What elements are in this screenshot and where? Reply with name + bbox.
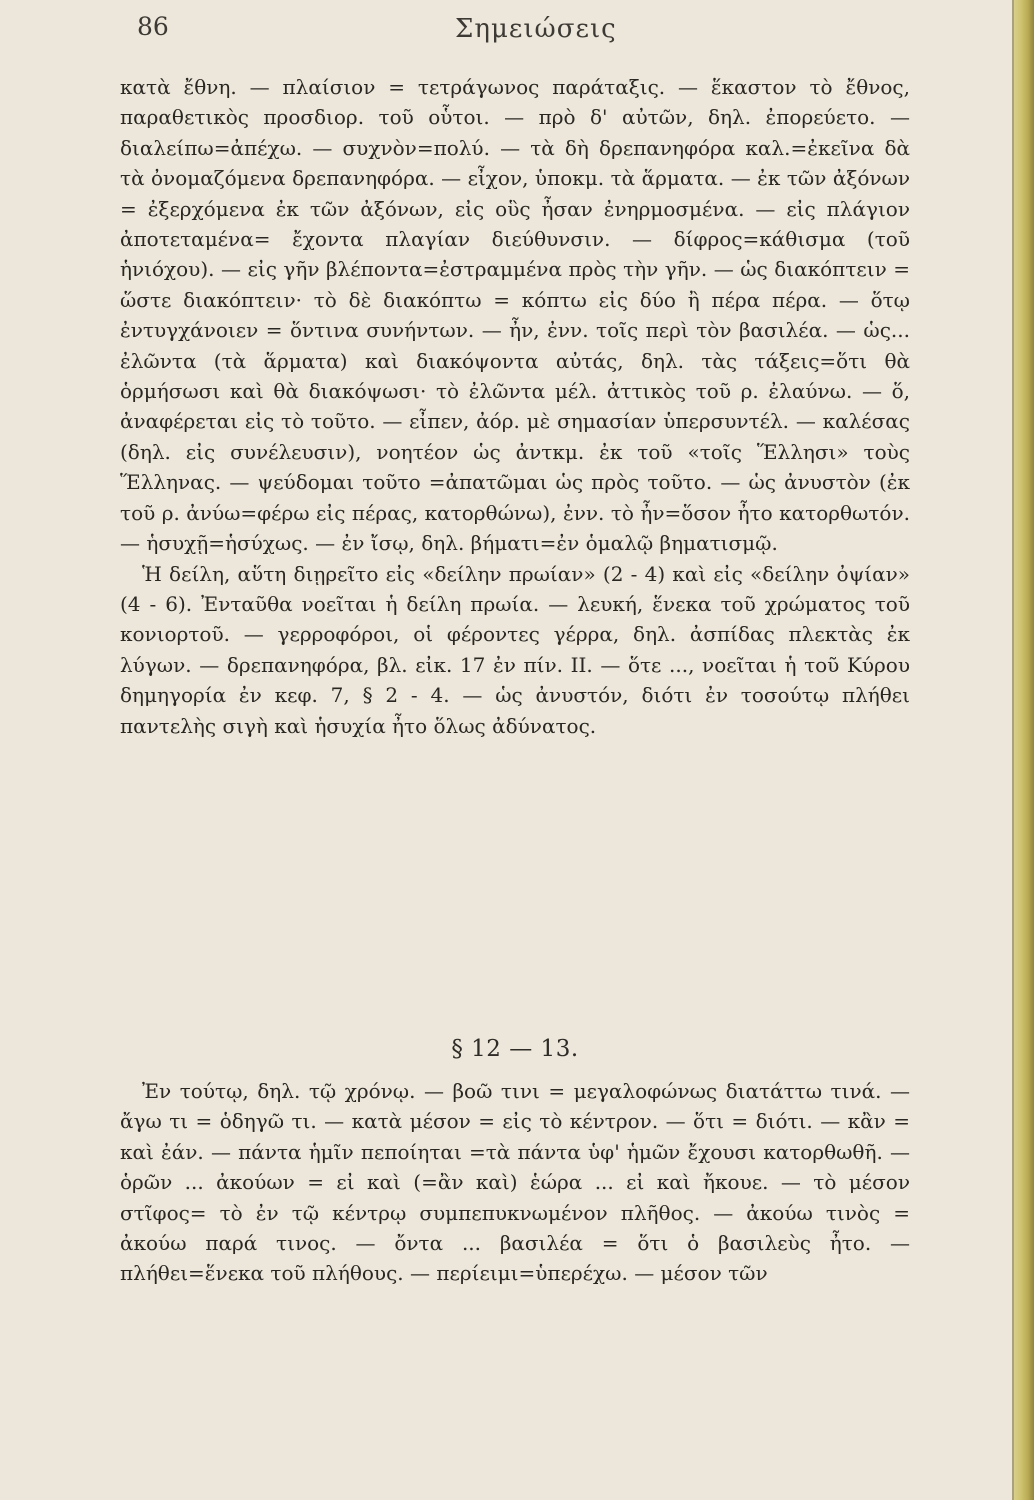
notes-block-upper bbox=[120, 72, 910, 741]
section-heading: § 12 — 13. bbox=[451, 1036, 579, 1062]
page-number: 86 bbox=[137, 12, 169, 41]
note-paragraph-2: Ἡ δείλη, αὕτη διῃρεῖτο εἰς «δείλην πρωίαν» (2 - 4) καὶ εἰς «δείλην ὀψίαν» (4 - 6). Ἐνταῦθα νοεῖται ἡ δείλη πρωία. — λευκή, ἕνεκα τοῦ χρώματος τοῦ κονιορτοῦ. — γερροφόροι, οἱ φέροντες γέρρα, δηλ. ἀσπίδας πλεκτὰς ἐκ λύγων. — δρεπανηφόρα, βλ. εἰκ. 17 ἐν πίν. II. — ὅτε ..., νοεῖται ἡ τοῦ Κύρου δημηγορία ἐν κεφ. 7, § 2 - 4. — ὡς ἀνυστόν, διότι ἐν τοσούτῳ πλήθει παντελὴς σιγὴ καὶ ἡσυχία ἦτο ὅλως ἀδύνατος. bbox=[120, 561, 910, 738]
running-head: Σημειώσεις bbox=[455, 14, 617, 44]
book-binding-edge bbox=[1014, 0, 1034, 1500]
note-paragraph-1: κατὰ ἔθνη. — πλαίσιον = τετράγωνος παράταξις. — ἕκαστον τὸ ἔθνος, παραθετικὸς προσδιορ. τοῦ οὗτοι. — πρὸ δ' αὐτῶν, δηλ. ἐπορεύετο. — διαλείπω=ἀπέχω. — συχνὸν=πολύ. — τὰ δὴ δρεπανηφόρα καλ.=ἐκεῖνα δὰ τὰ ὀνομαζόμενα δρεπανηφόρα. — εἶχον, ὑποκμ. τὰ ἅρματα. — ἐκ τῶν ἀξόνων = ἐξερχόμενα ἐκ τῶν ἀξόνων, εἰς οὓς ἦσαν ἐνηρμοσμένα. — εἰς πλάγιον ἀποτεταμένα= ἔχοντα πλαγίαν διεύθυνσιν. — δίφρος=κάθισμα (τοῦ ἡνιόχου). — εἰς γῆν βλέποντα=ἐστραμμένα πρὸς τὴν γῆν. — ὡς διακόπτειν = ὥστε διακόπτειν· τὸ δὲ διακόπτω = κόπτω εἰς δύο ἢ πέρα πέρα. — ὅτῳ ἐντυγχάνοιεν = ὅντινα συνήντων. — ἦν, ἐνν. τοῖς περὶ τὸν βασιλέα. — ὡς... ἐλῶντα (τὰ ἅρματα) καὶ διακόψοντα αὐτάς, δηλ. τὰς τάξεις=ὅτι θὰ ὁρμήσωσι καὶ θὰ διακόψωσι· τὸ ἐλῶντα μέλ. ἀττικὸς τοῦ ρ. ἐλαύνω. — ὅ, ἀναφέρεται εἰς τὸ τοῦτο. — εἶπεν, ἀόρ. μὲ σημασίαν ὑπερσυντέλ. — καλέσας (δηλ. εἰς συνέλευσιν), νοητέον ὡς ἀντκμ. ἐκ τοῦ «τοῖς Ἕλλησι» τοὺς Ἕλληνας. — ψεύδομαι τοῦτο =ἀπατῶμαι ὡς πρὸς τοῦτο. — ὡς ἀνυστὸν (ἐκ τοῦ ρ. ἀνύω=φέρω εἰς πέρας, κατορθώνω), ἐνν. τὸ ἦν=ὅσον ἦτο κατορθωτόν. — ἡσυχῇ=ἡσύχως. — ἐν ἴσῳ, δηλ. βήματι=ἐν ὁμαλῷ βηματισμῷ. bbox=[120, 75, 910, 556]
note-paragraph-3: Ἐν τούτῳ, δηλ. τῷ χρόνῳ. — βοῶ τινι = μεγαλοφώνως διατάττω τινά. — ἄγω τι = ὁδηγῶ τι. — κατὰ μέσον = εἰς τὸ κέντρον. — ὅτι = διότι. — κἂν = καὶ ἐάν. — πάντα ἡμῖν πεποίηται =τὰ πάντα ὑφ' ἡμῶν ἔχουσι κατορθωθῆ. — ὁρῶν ... ἀκούων = εἰ καὶ (=ἂν καὶ) ἑώρα ... εἰ καὶ ἤκουε. — τὸ μέσον στῖφος= τὸ ἐν τῷ κέντρῳ συμπεπυκνωμένον πλῆθος. — ἀκούω τινὸς = ἀκούω παρά τινος. — ὄντα ... βασιλέα = ὅτι ὁ βασιλεὺς ἦτο. — πλήθει=ἕνεκα τοῦ πλήθους. — περίειμι=ὑπερέχω. — μέσον τῶν bbox=[120, 1079, 910, 1286]
notes-block-lower bbox=[120, 1076, 910, 1289]
